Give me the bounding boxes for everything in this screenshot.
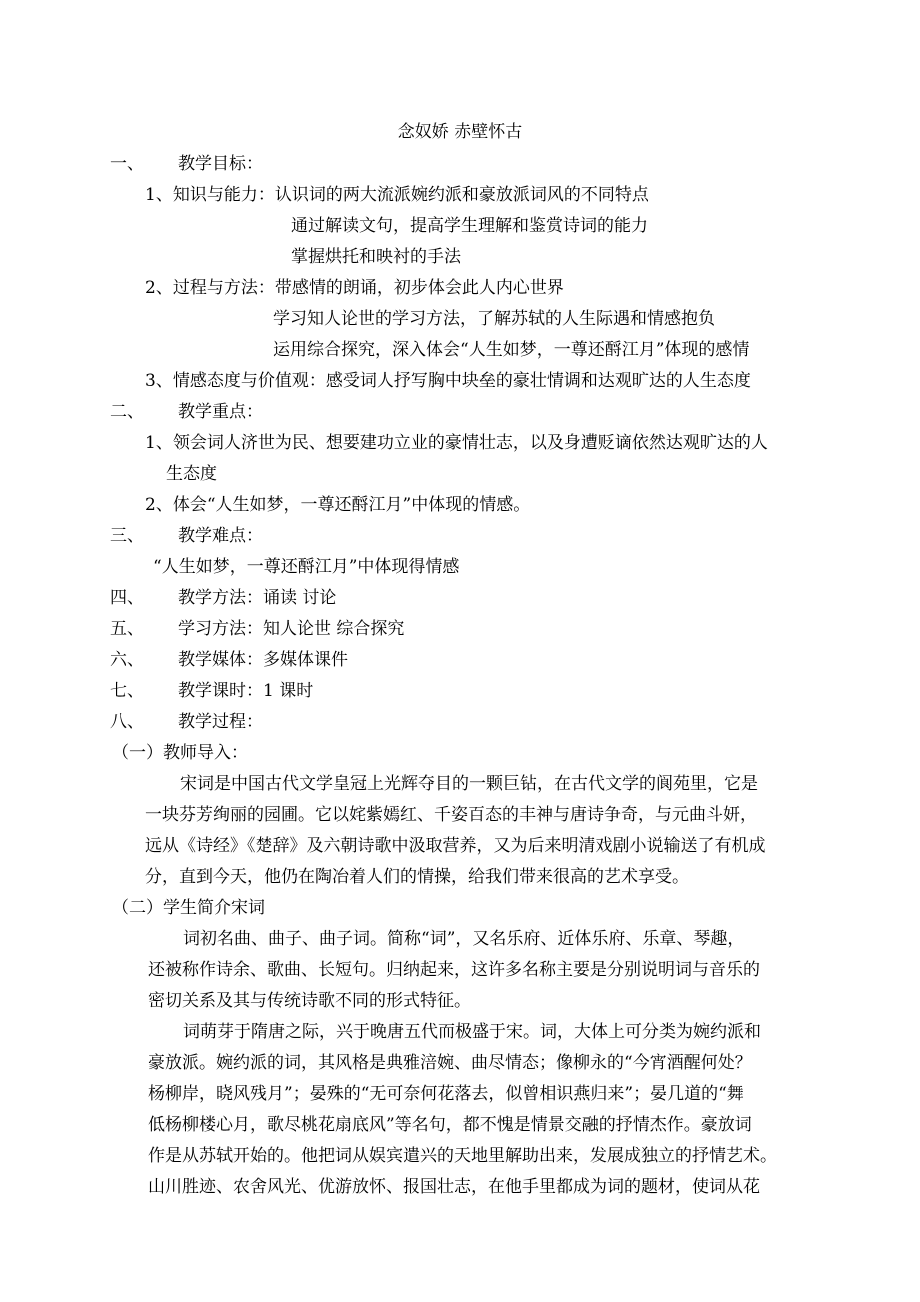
paragraph-line: 低杨柳楼心月，歌尽桃花扇底风”等名句，都不愧是情景交融的抒情杰作。豪放词 xyxy=(148,1115,752,1135)
section-label: 教学方法：诵读 讨论 xyxy=(178,588,337,608)
goal-line: 1、知识与能力：认识词的两大流派婉约派和豪放派词风的不同特点 xyxy=(145,185,649,205)
paragraph-line: 词萌芽于隋唐之际，兴于晚唐五代而极盛于宋。词，大体上可分类为婉约派和 xyxy=(183,1022,761,1042)
key-point-line: 1、领会词人济世为民、想要建功立业的豪情壮志，以及身遭贬谪依然达观旷达的人 xyxy=(145,433,768,453)
subsection-heading: （二）学生简介宋词 xyxy=(112,898,265,918)
key-point-line: 生态度 xyxy=(166,464,217,484)
paragraph-line: 密切关系及其与传统诗歌不同的形式特征。 xyxy=(148,991,471,1011)
section-number: 一、 xyxy=(110,154,144,174)
section-number: 五、 xyxy=(110,619,144,639)
section-number: 六、 xyxy=(110,650,144,670)
paragraph-line: 宋词是中国古代文学皇冠上光辉夺目的一颗巨钻，在古代文学的阆苑里，它是 xyxy=(180,774,758,794)
section-number: 三、 xyxy=(110,526,144,546)
paragraph-line: 一块芬芳绚丽的园圃。它以姹紫嫣红、千姿百态的丰神与唐诗争奇，与元曲斗妍， xyxy=(145,805,757,825)
goal-line: 3、情感态度与价值观：感受词人抒写胸中块垒的豪壮情调和达观旷达的人生态度 xyxy=(145,371,751,391)
paragraph-line: 分，直到今天，他仍在陶冶着人们的情操，给我们带来很高的艺术享受。 xyxy=(145,867,689,887)
key-point-line: 2、体会“人生如梦，一尊还酹江月”中体现的情感。 xyxy=(145,495,531,515)
section-label: 教学难点： xyxy=(178,526,263,546)
paragraph-line: 词初名曲、曲子、曲子词。简称“词”，又名乐府、近体乐府、乐章、琴趣， xyxy=(183,929,745,949)
section-label: 教学课时：1 课时 xyxy=(178,681,314,701)
section-number: 七、 xyxy=(110,681,144,701)
paragraph-line: 杨柳岸，晓风残月”；晏殊的“无可奈何花落去，似曾相识燕归来”；晏几道的“舞 xyxy=(148,1084,744,1104)
section-number: 八、 xyxy=(110,712,144,732)
difficulty-line: “人生如梦，一尊还酹江月”中体现得情感 xyxy=(153,557,460,577)
document-title: 念奴娇 赤壁怀古 xyxy=(397,122,523,142)
paragraph-line: 作是从苏轼开始的。他把词从娱宾遣兴的天地里解助出来，发展成独立的抒情艺术。 xyxy=(148,1146,777,1166)
goal-line: 2、过程与方法：带感情的朗诵，初步体会此人内心世界 xyxy=(145,278,564,298)
goal-line: 通过解读文句，提高学生理解和鉴赏诗词的能力 xyxy=(291,216,648,236)
section-label: 学习方法：知人论世 综合探究 xyxy=(178,619,405,639)
paragraph-line: 远从《诗经》《楚辞》及六朝诗歌中汲取营养，又为后来明清戏剧小说输送了有机成 xyxy=(145,836,766,856)
paragraph-line: 山川胜迹、农舍风光、优游放怀、报国壮志，在他手里都成为词的题材，使词从花 xyxy=(148,1177,760,1197)
goal-line: 运用综合探究，深入体会“人生如梦，一尊还酹江月”体现的感情 xyxy=(273,340,750,360)
paragraph-line: 豪放派。婉约派的词，其风格是典雅涪婉、曲尽情态；像柳永的“今宵酒醒何处？ xyxy=(148,1053,752,1073)
section-label: 教学过程： xyxy=(178,712,263,732)
section-label: 教学重点： xyxy=(178,402,263,422)
section-number: 二、 xyxy=(110,402,144,422)
section-label: 教学媒体：多媒体课件 xyxy=(178,650,348,670)
goal-line: 学习知人论世的学习方法，了解苏轼的人生际遇和情感抱负 xyxy=(273,309,715,329)
section-number: 四、 xyxy=(110,588,144,608)
subsection-heading: （一）教师导入： xyxy=(112,743,248,763)
goal-line: 掌握烘托和映衬的手法 xyxy=(291,247,461,267)
paragraph-line: 还被称作诗余、歌曲、长短句。归纳起来，这许多名称主要是分别说明词与音乐的 xyxy=(148,960,760,980)
section-label: 教学目标： xyxy=(178,154,263,174)
